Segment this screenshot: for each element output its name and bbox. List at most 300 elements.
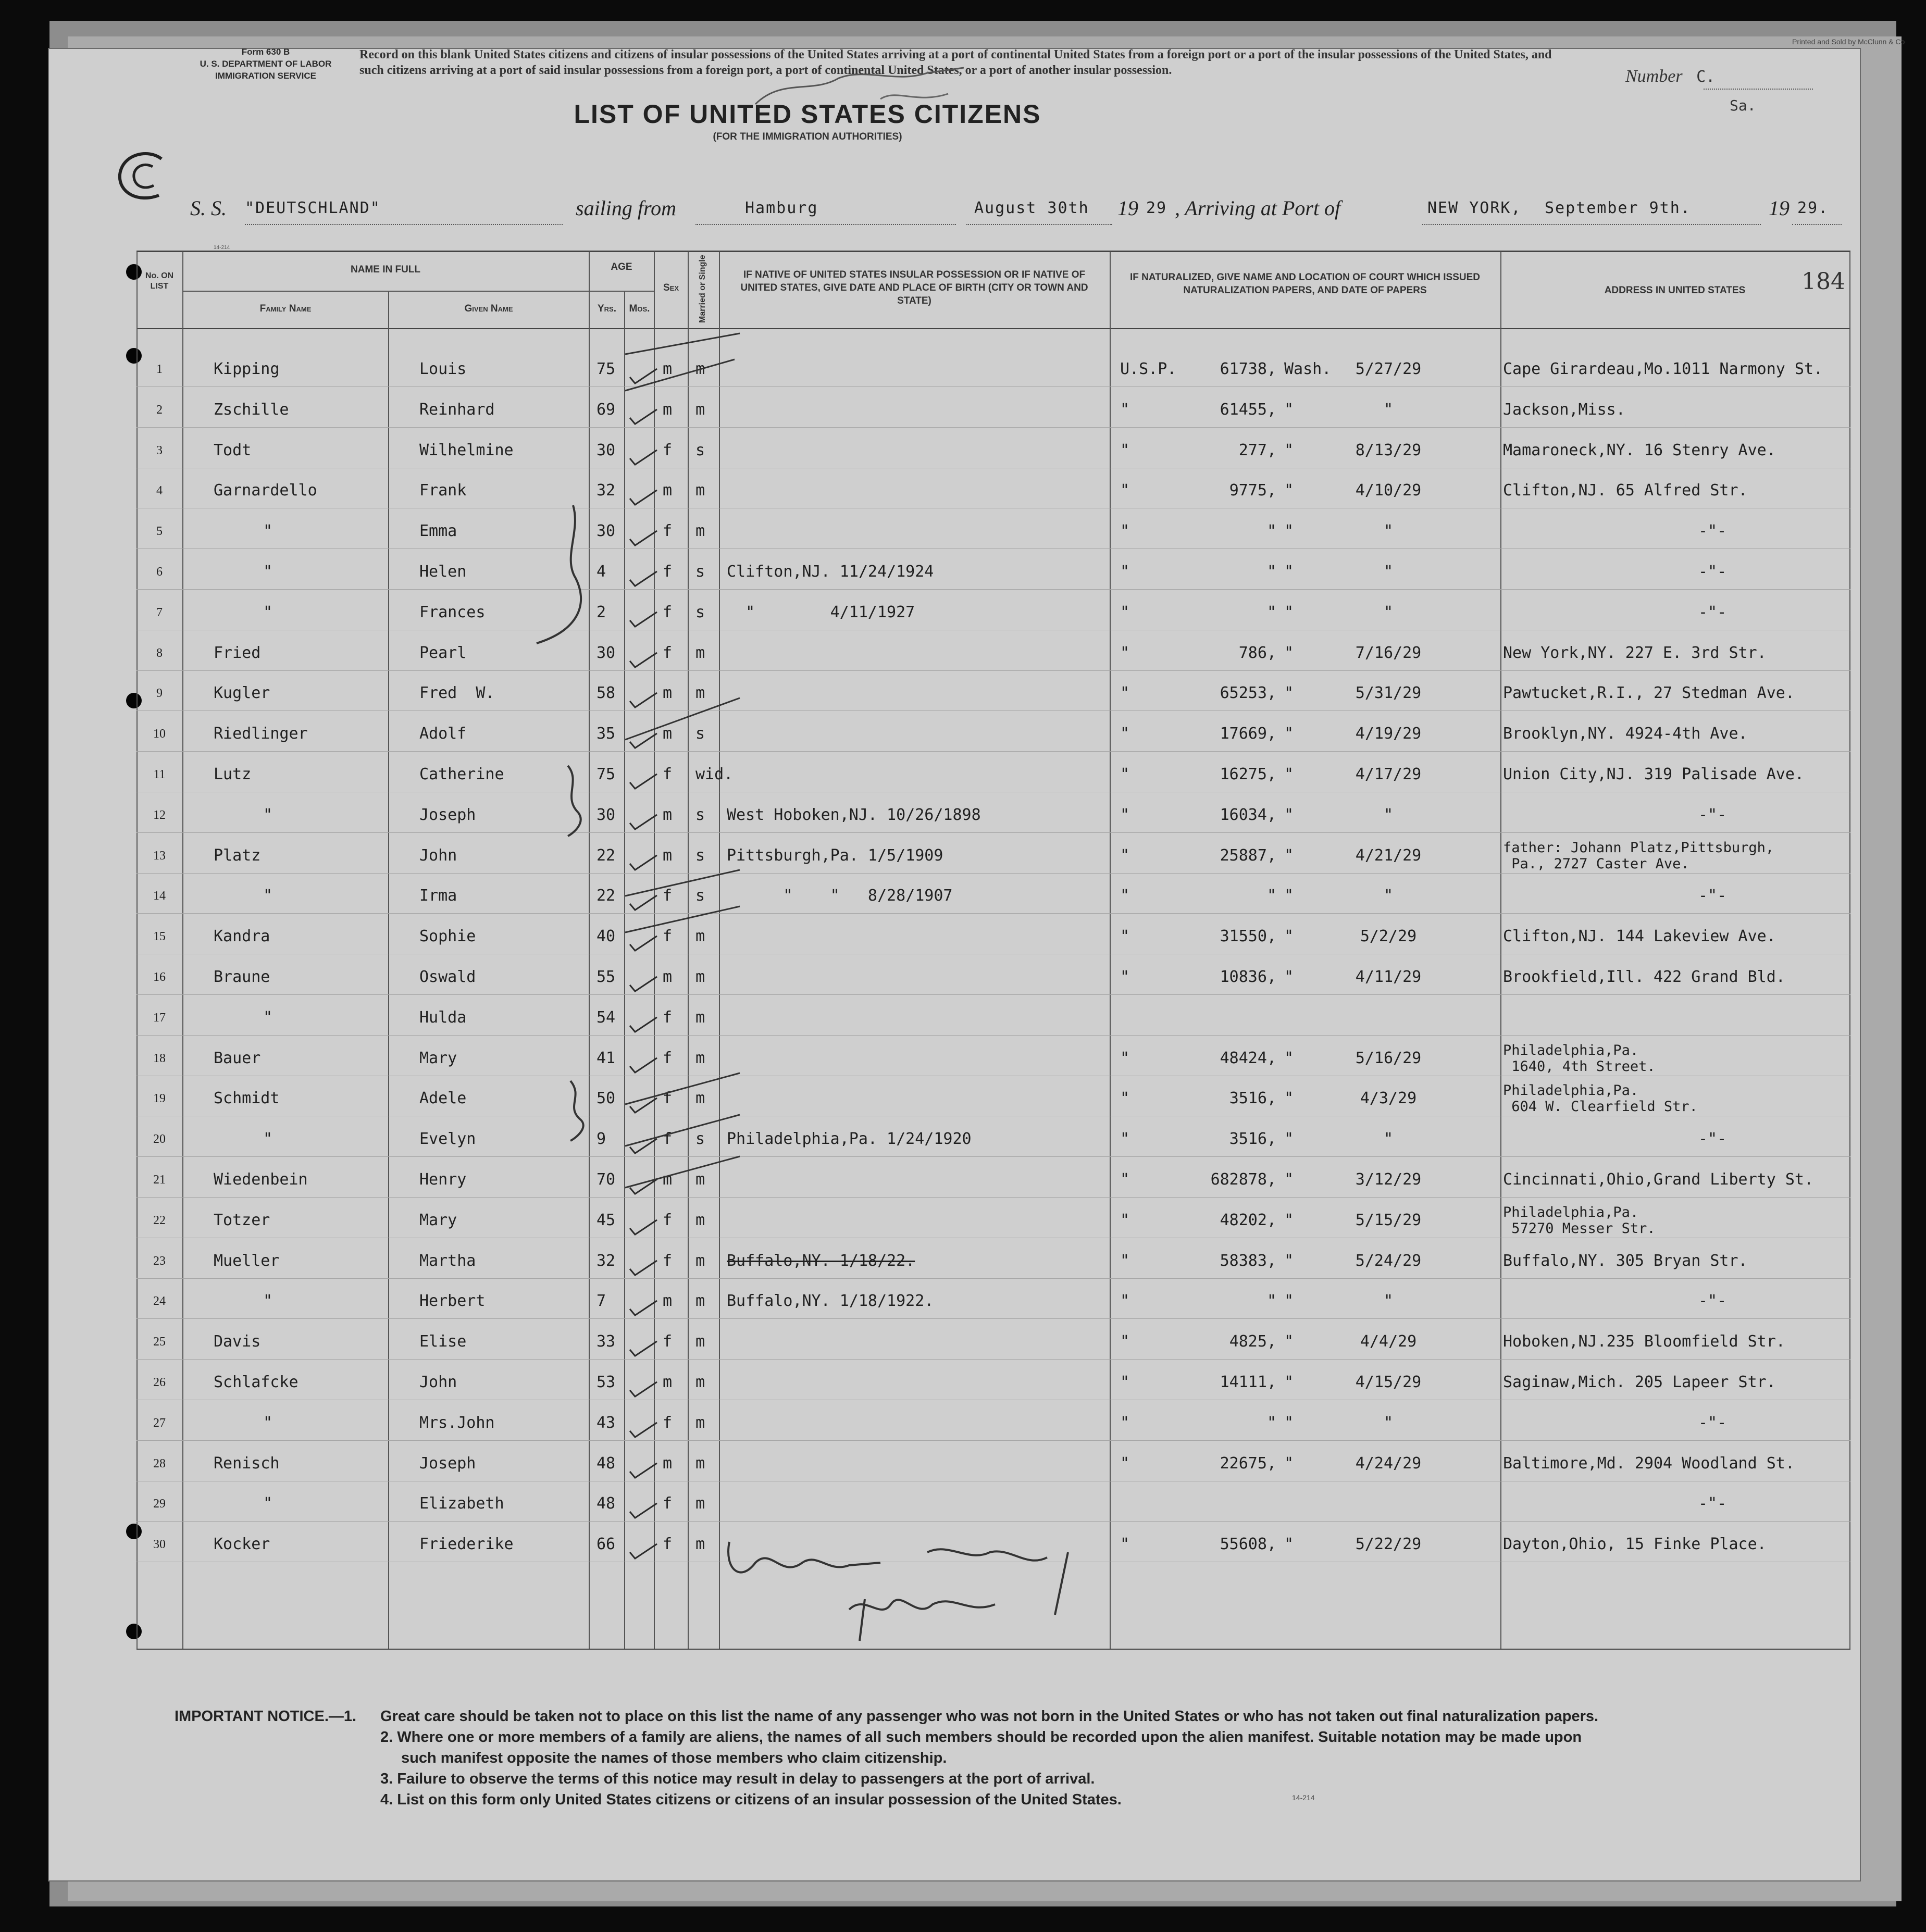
cell-nat-no: 25887,: [1220, 846, 1276, 865]
cell-family: ": [263, 1413, 273, 1432]
cell-nat-no: 3516,: [1229, 1130, 1276, 1149]
cell-family: Lutz: [214, 765, 252, 783]
cell-age: 50: [597, 1089, 616, 1108]
number-value: C.: [1696, 68, 1716, 86]
cell-sex: f: [663, 1332, 673, 1351]
cell-address: Clifton,NJ. 144 Lakeview Ave.: [1503, 927, 1776, 946]
cell-date: 8/13/29: [1355, 441, 1422, 459]
row-divider: [136, 1440, 1850, 1441]
cell-ms: m: [695, 1251, 705, 1270]
sailing-label: sailing from: [576, 196, 676, 220]
cell-court: ": [1284, 643, 1294, 662]
cell-age: 58: [597, 684, 616, 703]
cell-sex: f: [663, 1049, 673, 1067]
cell-age: 43: [597, 1413, 616, 1432]
cell-nat-no: 682878,: [1210, 1170, 1276, 1189]
form-id-line: U. S. DEPARTMENT OF LABOR: [200, 59, 332, 69]
cell-address: -"-: [1698, 1413, 1727, 1432]
arrival-year-underline: [1792, 224, 1842, 225]
cell-address: -"-: [1698, 563, 1727, 581]
cell-no: 10: [153, 727, 166, 741]
depart-year: 29: [1146, 199, 1167, 217]
cell-given: John: [419, 846, 457, 865]
depart-date: August 30th: [974, 199, 1089, 217]
cell-sex: f: [663, 522, 673, 541]
cell-nat-no: 3516,: [1229, 1089, 1276, 1108]
cell-age: 30: [597, 805, 616, 824]
cell-sex: f: [663, 603, 673, 621]
row-divider: [136, 994, 1850, 995]
check-mark-icon: [628, 1420, 659, 1439]
cell-address: Cape Girardeau,Mo.1011 Narmony St.: [1503, 360, 1823, 378]
cell-family: Kocker: [214, 1535, 270, 1554]
cell-birth: " 4/11/1927: [727, 603, 915, 621]
cell-court: ": [1284, 725, 1294, 743]
cell-nat-no: 48202,: [1220, 1211, 1276, 1229]
cell-family: Fried: [214, 643, 261, 662]
printer-note: Printed and Sold by McClunn & Co: [1792, 38, 1905, 46]
check-mark-icon: [628, 569, 659, 588]
cell-ms: m: [695, 1535, 705, 1554]
page-title: LIST OF UNITED STATES CITIZENS: [574, 99, 1041, 129]
cell-court: ": [1284, 563, 1294, 581]
cell-no: 4: [156, 484, 163, 498]
cell-family: Schlafcke: [214, 1373, 299, 1391]
cell-nat-prefix: ": [1120, 1332, 1130, 1351]
cell-no: 21: [153, 1173, 166, 1187]
name-header-rule: [182, 291, 608, 292]
cell-no: 26: [153, 1376, 166, 1389]
cell-no: 24: [153, 1294, 166, 1308]
check-mark-icon: [628, 651, 659, 669]
cell-no: 13: [153, 849, 166, 863]
cell-sex: f: [663, 765, 673, 783]
check-mark-icon: [628, 731, 659, 750]
table-bottom-rule: [136, 1649, 1850, 1650]
cell-date: 7/16/29: [1355, 643, 1422, 662]
cell-court: ": [1284, 887, 1294, 905]
cell-nat-prefix: ": [1120, 1049, 1130, 1067]
cell-nat-no: 61738,: [1220, 360, 1276, 378]
cell-ms: m: [695, 1494, 705, 1513]
cell-address: -"-: [1698, 805, 1727, 824]
cell-court: ": [1284, 805, 1294, 824]
cell-ms: m: [695, 1008, 705, 1027]
cell-given: Mary: [419, 1049, 457, 1067]
from-underline: [695, 224, 956, 225]
cell-nat-prefix: ": [1120, 481, 1130, 500]
cell-court: ": [1284, 1211, 1294, 1229]
cell-family: Garnardello: [214, 481, 317, 500]
cell-nat-no: 61455,: [1220, 400, 1276, 419]
cell-sex: m: [663, 360, 673, 378]
cell-nat-prefix: ": [1120, 887, 1130, 905]
cell-nat-no: ": [1266, 603, 1276, 621]
check-mark-icon: [628, 1258, 659, 1277]
check-mark-icon: [628, 813, 659, 831]
cell-date: 5/2/29: [1360, 927, 1417, 946]
page-number: 184: [1801, 268, 1845, 295]
cell-nat-no: 16034,: [1220, 805, 1276, 824]
cell-age: 32: [597, 481, 616, 500]
cell-given: Herbert: [419, 1292, 486, 1311]
cell-court: ": [1284, 927, 1294, 946]
cell-given: Friederike: [419, 1535, 514, 1554]
cell-given: Sophie: [419, 927, 476, 946]
cell-court: ": [1284, 846, 1294, 865]
cell-address: Philadelphia,Pa. 604 W. Clearfield Str.: [1503, 1082, 1698, 1115]
cell-nat-no: 65253,: [1220, 684, 1276, 703]
check-mark-icon: [628, 893, 659, 912]
cell-nat-prefix: ": [1120, 563, 1130, 581]
cell-birth: Clifton,NJ. 11/24/1924: [727, 563, 934, 581]
cell-no: 11: [153, 768, 166, 781]
cell-address: father: Johann Platz,Pittsburgh, Pa., 2727 Caster Ave.: [1503, 839, 1774, 872]
cell-address: -"-: [1698, 887, 1727, 905]
cell-nat-no: 22675,: [1220, 1454, 1276, 1473]
cell-no: 18: [153, 1051, 166, 1065]
cell-sex: f: [663, 887, 673, 905]
cell-court: ": [1284, 1413, 1294, 1432]
cell-given: Catherine: [419, 765, 504, 783]
cell-date: ": [1383, 603, 1394, 621]
form-id-line: Form 630 B: [241, 47, 290, 57]
cell-family: Bauer: [214, 1049, 261, 1067]
cell-address: Hoboken,NJ.235 Bloomfield Str.: [1503, 1332, 1785, 1351]
notice-item: 3. Failure to observe the terms of this notice may result in delay to passengers at the port of arrival.: [380, 1771, 1095, 1787]
cell-age: 41: [597, 1049, 616, 1067]
table-top-rule: [136, 251, 1850, 252]
cell-court: ": [1284, 1535, 1294, 1554]
cell-nat-prefix: ": [1120, 968, 1130, 986]
cell-sex: m: [663, 805, 673, 824]
cell-family: Schmidt: [214, 1089, 280, 1108]
cell-ms: s: [695, 725, 705, 743]
cell-nat-no: ": [1266, 563, 1276, 581]
gpo-note: 14-214: [214, 245, 230, 251]
cell-family: Renisch: [214, 1454, 280, 1473]
row-divider: [136, 913, 1850, 914]
cell-family: Kipping: [214, 360, 280, 378]
cell-given: Pearl: [419, 643, 467, 662]
cell-no: 30: [153, 1538, 166, 1552]
cell-sex: m: [663, 846, 673, 865]
row-divider: [136, 1278, 1850, 1279]
cell-age: 30: [597, 522, 616, 541]
cell-sex: f: [663, 1494, 673, 1513]
cell-family: ": [263, 1008, 273, 1027]
cell-age: 35: [597, 725, 616, 743]
cell-ms: s: [695, 846, 705, 865]
cell-age: 53: [597, 1373, 616, 1391]
cell-ms: m: [695, 1292, 705, 1311]
check-mark-icon: [628, 1542, 659, 1561]
binder-hole: [126, 1624, 142, 1639]
cell-address: Union City,NJ. 319 Palisade Ave.: [1503, 765, 1804, 783]
cell-court: ": [1284, 603, 1294, 621]
cell-nat-no: ": [1266, 887, 1276, 905]
cell-ms: m: [695, 684, 705, 703]
cell-given: Joseph: [419, 1454, 476, 1473]
cell-date: ": [1383, 400, 1394, 419]
cell-address: Saginaw,Mich. 205 Lapeer Str.: [1503, 1373, 1776, 1391]
cell-nat-prefix: ": [1120, 441, 1130, 459]
header-sex: Sex: [663, 282, 679, 293]
cell-date: 4/24/29: [1355, 1454, 1422, 1473]
cell-age: 30: [597, 441, 616, 459]
cell-date: ": [1383, 522, 1394, 541]
cell-date: 5/27/29: [1355, 360, 1422, 378]
row-divider: [136, 873, 1850, 874]
cell-birth: " " 8/28/1907: [727, 887, 953, 905]
cell-ms: m: [695, 1413, 705, 1432]
cell-address: Pawtucket,R.I., 27 Stedman Ave.: [1503, 684, 1795, 703]
cell-nat-no: 17669,: [1220, 725, 1276, 743]
cell-court: ": [1284, 400, 1294, 419]
check-mark-icon: [628, 1461, 659, 1480]
depart-date-underline: [966, 224, 1112, 225]
cell-given: John: [419, 1373, 457, 1391]
arrival-underline: [1422, 224, 1761, 225]
cell-sex: f: [663, 563, 673, 581]
row-divider: [136, 670, 1850, 671]
cell-address: Buffalo,NY. 305 Bryan Str.: [1503, 1251, 1748, 1270]
cell-family: Wiedenbein: [214, 1170, 308, 1189]
cell-no: 14: [153, 889, 166, 903]
cell-ms: m: [695, 522, 705, 541]
cell-court: ": [1284, 522, 1294, 541]
cell-given: Evelyn: [419, 1130, 476, 1149]
cell-family: Riedlinger: [214, 725, 308, 743]
cell-no: 2: [156, 403, 163, 417]
row-divider: [136, 1035, 1850, 1036]
cell-date: 3/12/29: [1355, 1170, 1422, 1189]
cell-ms: s: [695, 805, 705, 824]
cell-nat-prefix: ": [1120, 725, 1130, 743]
check-mark-icon: [628, 529, 659, 547]
ship-name: "DEUTSCHLAND": [245, 199, 381, 217]
row-divider: [136, 1156, 1850, 1157]
header-naturalized: IF NATURALIZED, GIVE NAME AND LOCATION OF COURT WHICH ISSUED NATURALIZATION PAPERS, AND DATE OF PAPERS: [1129, 272, 1480, 296]
check-mark-icon: [628, 691, 659, 709]
check-mark-icon: [628, 1137, 659, 1155]
row-divider: [136, 1359, 1850, 1360]
cell-ms: m: [695, 1049, 705, 1067]
header-family-name: Family Name: [259, 303, 312, 314]
cell-court: ": [1284, 1251, 1294, 1270]
row-divider: [136, 589, 1850, 590]
cell-family: ": [263, 522, 273, 541]
cell-nat-no: ": [1266, 522, 1276, 541]
cell-family: Mueller: [214, 1251, 280, 1270]
cell-birth: West Hoboken,NJ. 10/26/1898: [727, 805, 981, 824]
cell-nat-prefix: ": [1120, 765, 1130, 783]
cell-address: Mamaroneck,NY. 16 Stenry Ave.: [1503, 441, 1776, 459]
cell-ms: m: [695, 1089, 705, 1108]
cell-nat-prefix: ": [1120, 846, 1130, 865]
cell-age: 33: [597, 1332, 616, 1351]
cell-family: Braune: [214, 968, 270, 986]
cell-given: Mrs.John: [419, 1413, 495, 1432]
cell-nat-prefix: ": [1120, 684, 1130, 703]
check-mark-icon: [628, 772, 659, 791]
row-divider: [136, 751, 1850, 752]
cell-given: Wilhelmine: [419, 441, 514, 459]
check-mark-icon: [628, 407, 659, 426]
cell-ms: m: [695, 400, 705, 419]
cell-nat-no: 58383,: [1220, 1251, 1276, 1270]
header-yrs: Yrs.: [597, 303, 616, 314]
cell-address: Philadelphia,Pa. 57270 Messer Str.: [1503, 1204, 1656, 1237]
cell-no: 8: [156, 646, 163, 660]
cell-nat-no: 16275,: [1220, 765, 1276, 783]
depart-year-prefix: 19: [1117, 196, 1138, 220]
number-label: Number: [1625, 67, 1683, 86]
cell-court: ": [1284, 1373, 1294, 1391]
ship-underline: [245, 224, 563, 225]
cell-nat-prefix: ": [1120, 1373, 1130, 1391]
cell-nat-prefix: ": [1120, 1089, 1130, 1108]
cell-ms: m: [695, 360, 705, 378]
cell-address: -"-: [1698, 522, 1727, 541]
cell-given: Hulda: [419, 1008, 467, 1027]
cell-address: Philadelphia,Pa. 1640, 4th Street.: [1503, 1042, 1656, 1075]
cell-court: Wash.: [1284, 360, 1332, 378]
cell-no: 9: [156, 687, 163, 701]
notice-item: 2. Where one or more members of a family are aliens, the names of all such members should be recorded upon the alien manifest. Suitable notation may be made upon: [380, 1729, 1582, 1746]
cell-nat-prefix: ": [1120, 1170, 1130, 1189]
cell-date: 5/24/29: [1355, 1251, 1422, 1270]
cell-no: 1: [156, 363, 163, 376]
cell-family: Kandra: [214, 927, 270, 946]
check-mark-icon: [628, 975, 659, 993]
cell-family: ": [263, 805, 273, 824]
cell-sex: f: [663, 1089, 673, 1108]
cell-court: ": [1284, 1170, 1294, 1189]
cell-age: 2: [597, 603, 606, 621]
cell-nat-prefix: U.S.P.: [1120, 360, 1177, 378]
cell-address: Dayton,Ohio, 15 Finke Place.: [1503, 1535, 1767, 1554]
arrival-year: 29.: [1797, 199, 1829, 217]
cell-date: 4/3/29: [1360, 1089, 1417, 1108]
cell-age: 55: [597, 968, 616, 986]
cell-sex: m: [663, 725, 673, 743]
cell-address: Brooklyn,NY. 4924-4th Ave.: [1503, 725, 1748, 743]
arrival-port: NEW YORK,: [1427, 199, 1522, 217]
page-subtitle: (FOR THE IMMIGRATION AUTHORITIES): [713, 131, 902, 142]
check-mark-icon: [628, 610, 659, 629]
cell-age: 69: [597, 400, 616, 419]
cell-court: ": [1284, 684, 1294, 703]
cell-family: ": [263, 563, 273, 581]
cell-nat-prefix: ": [1120, 1251, 1130, 1270]
cell-date: ": [1383, 1130, 1394, 1149]
cell-sex: m: [663, 968, 673, 986]
cell-address: Baltimore,Md. 2904 Woodland St.: [1503, 1454, 1795, 1473]
cell-given: Elizabeth: [419, 1494, 504, 1513]
cell-sex: m: [663, 481, 673, 500]
cell-date: 5/31/29: [1355, 684, 1422, 703]
check-mark-icon: [628, 1380, 659, 1399]
cell-address: Brookfield,Ill. 422 Grand Bld.: [1503, 968, 1785, 986]
cell-date: ": [1383, 1292, 1394, 1311]
cell-no: 20: [153, 1132, 166, 1146]
cell-ms: s: [695, 1130, 705, 1149]
cell-sex: m: [663, 1454, 673, 1473]
cell-nat-prefix: ": [1120, 805, 1130, 824]
cell-given: Helen: [419, 563, 467, 581]
age-header-rule: [589, 291, 654, 292]
cell-given: Reinhard: [419, 400, 495, 419]
cell-court: ": [1284, 1292, 1294, 1311]
cell-nat-no: 277,: [1238, 441, 1276, 459]
cell-no: 7: [156, 605, 163, 619]
cell-court: ": [1284, 1454, 1294, 1473]
cell-given: Mary: [419, 1211, 457, 1229]
cell-ms: m: [695, 1170, 705, 1189]
cell-sex: f: [663, 1535, 673, 1554]
cell-ms: wid.: [695, 765, 734, 783]
check-mark-icon: [628, 1218, 659, 1237]
cell-nat-no: 4825,: [1229, 1332, 1276, 1351]
cell-age: 9: [597, 1130, 606, 1149]
cell-given: Joseph: [419, 805, 476, 824]
check-mark-icon: [628, 1299, 659, 1317]
check-mark-icon: [628, 1096, 659, 1115]
header-mos: Mos.: [629, 303, 650, 314]
header-given-name: Given Name: [464, 303, 513, 314]
cell-age: 7: [597, 1292, 606, 1311]
cell-given: Louis: [419, 360, 467, 378]
cell-address: -"-: [1698, 1494, 1727, 1513]
cell-family: ": [263, 603, 273, 621]
header-married-single: Married or Single: [698, 255, 707, 323]
cell-family: Todt: [214, 441, 252, 459]
cell-court: ": [1284, 441, 1294, 459]
cell-date: ": [1383, 887, 1394, 905]
cell-given: Frances: [419, 603, 486, 621]
cell-ms: m: [695, 1454, 705, 1473]
cell-age: 66: [597, 1535, 616, 1554]
cell-address: -"-: [1698, 603, 1727, 621]
cell-sex: m: [663, 684, 673, 703]
cell-family: Totzer: [214, 1211, 270, 1229]
cell-given: Emma: [419, 522, 457, 541]
cell-family: Kugler: [214, 684, 270, 703]
cell-nat-prefix: ": [1120, 1454, 1130, 1473]
cell-given: Fred W.: [419, 684, 495, 703]
cell-nat-prefix: ": [1120, 1413, 1130, 1432]
cell-nat-prefix: ": [1120, 522, 1130, 541]
row-divider: [136, 1521, 1850, 1522]
cell-no: 25: [153, 1335, 166, 1349]
check-mark-icon: [628, 1177, 659, 1196]
cell-nat-no: 48424,: [1220, 1049, 1276, 1067]
cell-nat-prefix: ": [1120, 1292, 1130, 1311]
cell-age: 75: [597, 765, 616, 783]
cell-sex: f: [663, 1211, 673, 1229]
cell-sex: m: [663, 1292, 673, 1311]
cell-sex: f: [663, 1413, 673, 1432]
row-divider: [136, 1197, 1850, 1198]
header-no-on-list: No. ON LIST: [145, 271, 174, 291]
cell-age: 40: [597, 927, 616, 946]
cell-given: Elise: [419, 1332, 467, 1351]
cell-sex: f: [663, 1251, 673, 1270]
cell-date: 5/15/29: [1355, 1211, 1422, 1229]
cell-ms: m: [695, 968, 705, 986]
cell-nat-prefix: ": [1120, 1130, 1130, 1149]
